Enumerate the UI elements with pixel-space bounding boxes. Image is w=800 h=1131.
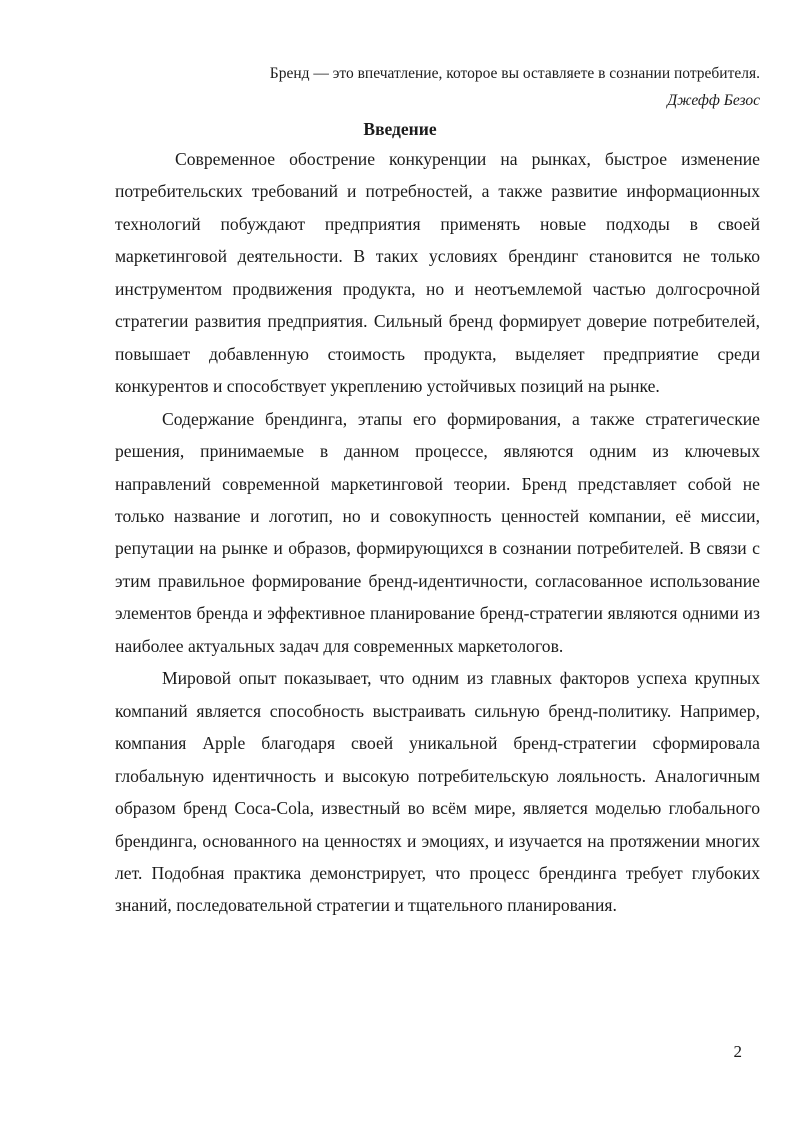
body-text (115, 143, 760, 922)
paragraph: Содержание брендинга, этапы его формирования, а также стратегические решения, принимаемые в данном процессе, являются одним из ключевых направлений современной маркетинговой теории. Бренд представляет собой не только название и логотип, но и совокупность ценностей компании, её миссии, репутации на рынке и образов, формирующихся в сознании потребителей. В связи с этим правильное формирование бренд-идентичности, согласованное использование элементов бренда и эффективное планирование бренд-стратегии являются одними из наиболее актуальных задач для современных маркетологов. (115, 408, 760, 656)
section-title: Введение (363, 119, 437, 139)
epigraph-author: Джефф Безос (667, 92, 760, 109)
epigraph (160, 60, 760, 114)
paragraph: Мировой опыт показывает, что одним из главных факторов успеха крупных компаний является способность выстраивать сильную бренд-политику. Например, компания Apple благодаря своей уникальной бренд-стратегии сформировала глобальную идентичность и высокую потребительскую лояльность. Аналогичным образом бренд Coca-Cola, известный во всём мире, является моделью глобального брендинга, основанного на ценностях и эмоциях, и изучается на протяжении многих лет. Подобная практика демонстрирует, что процесс брендинга требует глубоких знаний, последовательной стратегии и тщательного планирования. (115, 668, 760, 916)
page-number: 2 (733, 1042, 742, 1061)
epigraph-quote: Бренд — это впечатление, которое вы оставляете в сознании потребителя. (269, 65, 760, 82)
paragraph: Современное обострение конкуренции на рынках, быстрое изменение потребительских требований и потребностей, а также развитие информационных технологий побуждают предприятия применять новые подходы в своей маркетинговой деятельности. В таких условиях брендинг становится не только инструментом продвижения продукта, но и неотъемлемой частью долгосрочной стратегии развития предприятия. Сильный бренд формирует доверие потребителей, повышает добавленную стоимость продукта, выделяет предприятие среди конкурентов и способствует укреплению устойчивых позиций на рынке. (115, 149, 760, 397)
